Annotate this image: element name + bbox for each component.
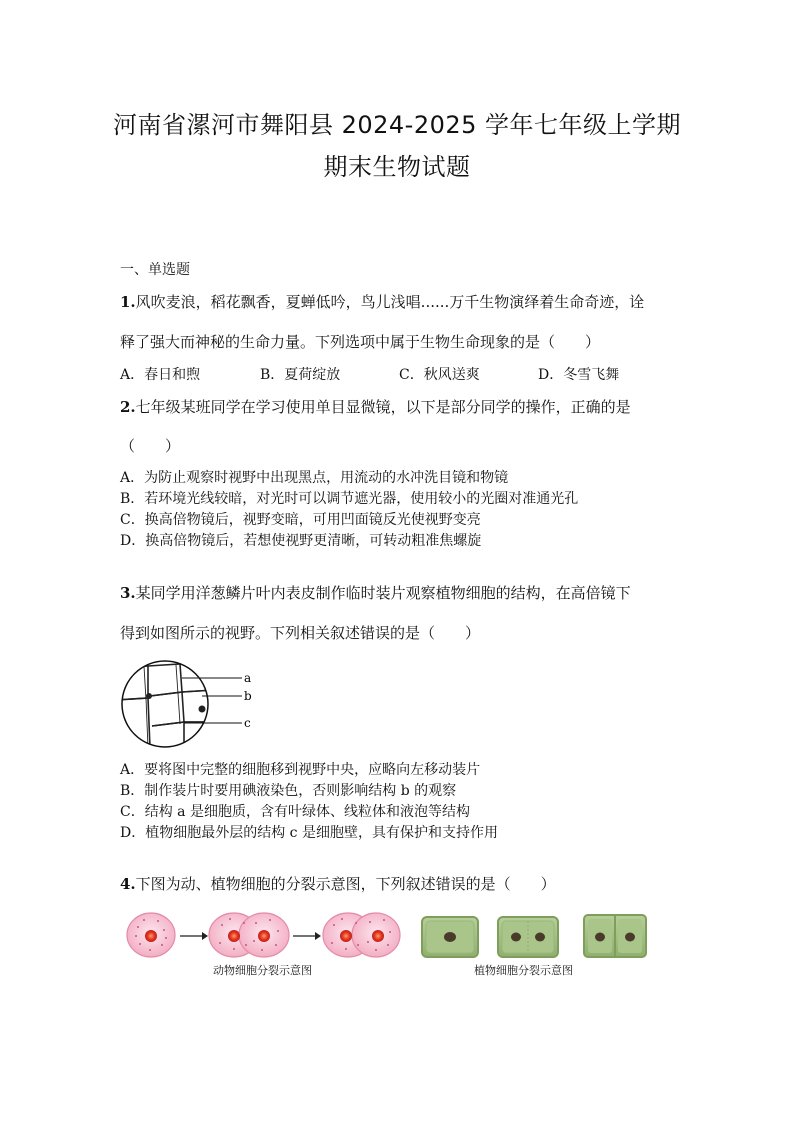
label-b: b [244,689,252,703]
q3-option-a: A．要将图中完整的细胞移到视野中央，应略向左移动装片 [120,762,481,778]
q4-number: 4. [120,875,136,893]
label-a: a [244,671,252,685]
cell-division-figure [126,905,656,965]
q3-line2: 得到如图所示的视野。下列相关叙述错误的是（ ） [120,624,481,642]
q2-option-d: D．换高倍物镜后，若想使视野更清晰，可转动粗准焦螺旋 [120,533,482,549]
onion-cell-figure [118,656,268,756]
q2-line2: （ ） [120,437,181,455]
q4-text1: 下图为动、植物细胞的分裂示意图，下列叙述错误的是（ ） [135,875,556,893]
arrow-icon [180,932,208,940]
animal-cell-stage2 [209,913,289,957]
q1-line2: 释了强大而神秘的生命力量。下列选项中属于生物生命现象的是（ ） [120,333,601,351]
q1-line1 [120,291,644,312]
q2-number: 2. [120,398,136,416]
q3-text1: 某同学用洋葱鳞片叶内表皮制作临时装片观察植物细胞的结构，在高倍镜下 [135,584,631,602]
q2-line1 [120,396,631,417]
arrow-icon [293,932,321,940]
q2-option-b: B．若环境光线较暗，对光时可以调节遮光器，使用较小的光圈对准通光孔 [120,491,579,507]
q3-number: 3. [120,584,136,602]
animal-cell-stage3 [323,913,400,957]
field-of-view-circle [122,661,208,747]
document-title-line1: 河南省漯河市舞阳县 2024-2025 学年七年级上学期 [112,111,682,139]
q1-option-a: A．春日和煦 [120,367,201,383]
q4-line1 [120,873,556,894]
animal-cell-stage1 [127,913,175,957]
q1-number: 1. [120,293,136,311]
section-heading: 一、单选题 [120,262,190,278]
q3-option-b: B．制作装片时要用碘液染色，否则影响结构 b 的观察 [120,783,457,799]
label-c: c [244,716,251,730]
q1-options [120,364,619,384]
q3-line1 [120,582,631,603]
caption-animal-division: 动物细胞分裂示意图 [213,964,312,977]
q3-option-c: C．结构 a 是细胞质，含有叶绿体、线粒体和液泡等结构 [120,804,470,820]
plant-cell-stage3 [584,915,646,957]
q2-option-c: C．换高倍物镜后，视野变暗，可用凹面镜反光使视野变亮 [120,512,481,528]
caption-plant-division: 植物细胞分裂示意图 [474,964,573,977]
plant-cell-stage1 [422,917,478,957]
plant-cell-stage2 [498,917,558,957]
q2-text1: 七年级某班同学在学习使用单目显微镜，以下是部分同学的操作，正确的是 [135,398,631,416]
document-title-line2: 期末生物试题 [323,153,471,181]
nucleus-dot-left [146,693,152,699]
q1-option-b: B．夏荷绽放 [260,367,341,383]
q1-option-c: C．秋风送爽 [399,367,480,383]
nucleus-dot-right [199,706,206,713]
q2-option-a: A．为防止观察时视野中出现黑点，用流动的水冲洗目镜和物镜 [120,470,509,486]
q1-option-d: D．冬雪飞舞 [538,367,620,383]
q3-option-d: D．植物细胞最外层的结构 c 是细胞壁，具有保护和支持作用 [120,825,498,841]
q1-text1: 风吹麦浪，稻花飘香，夏蝉低吟，鸟儿浅唱......万千生物演绎着生命奇迹，诠 [135,293,645,311]
